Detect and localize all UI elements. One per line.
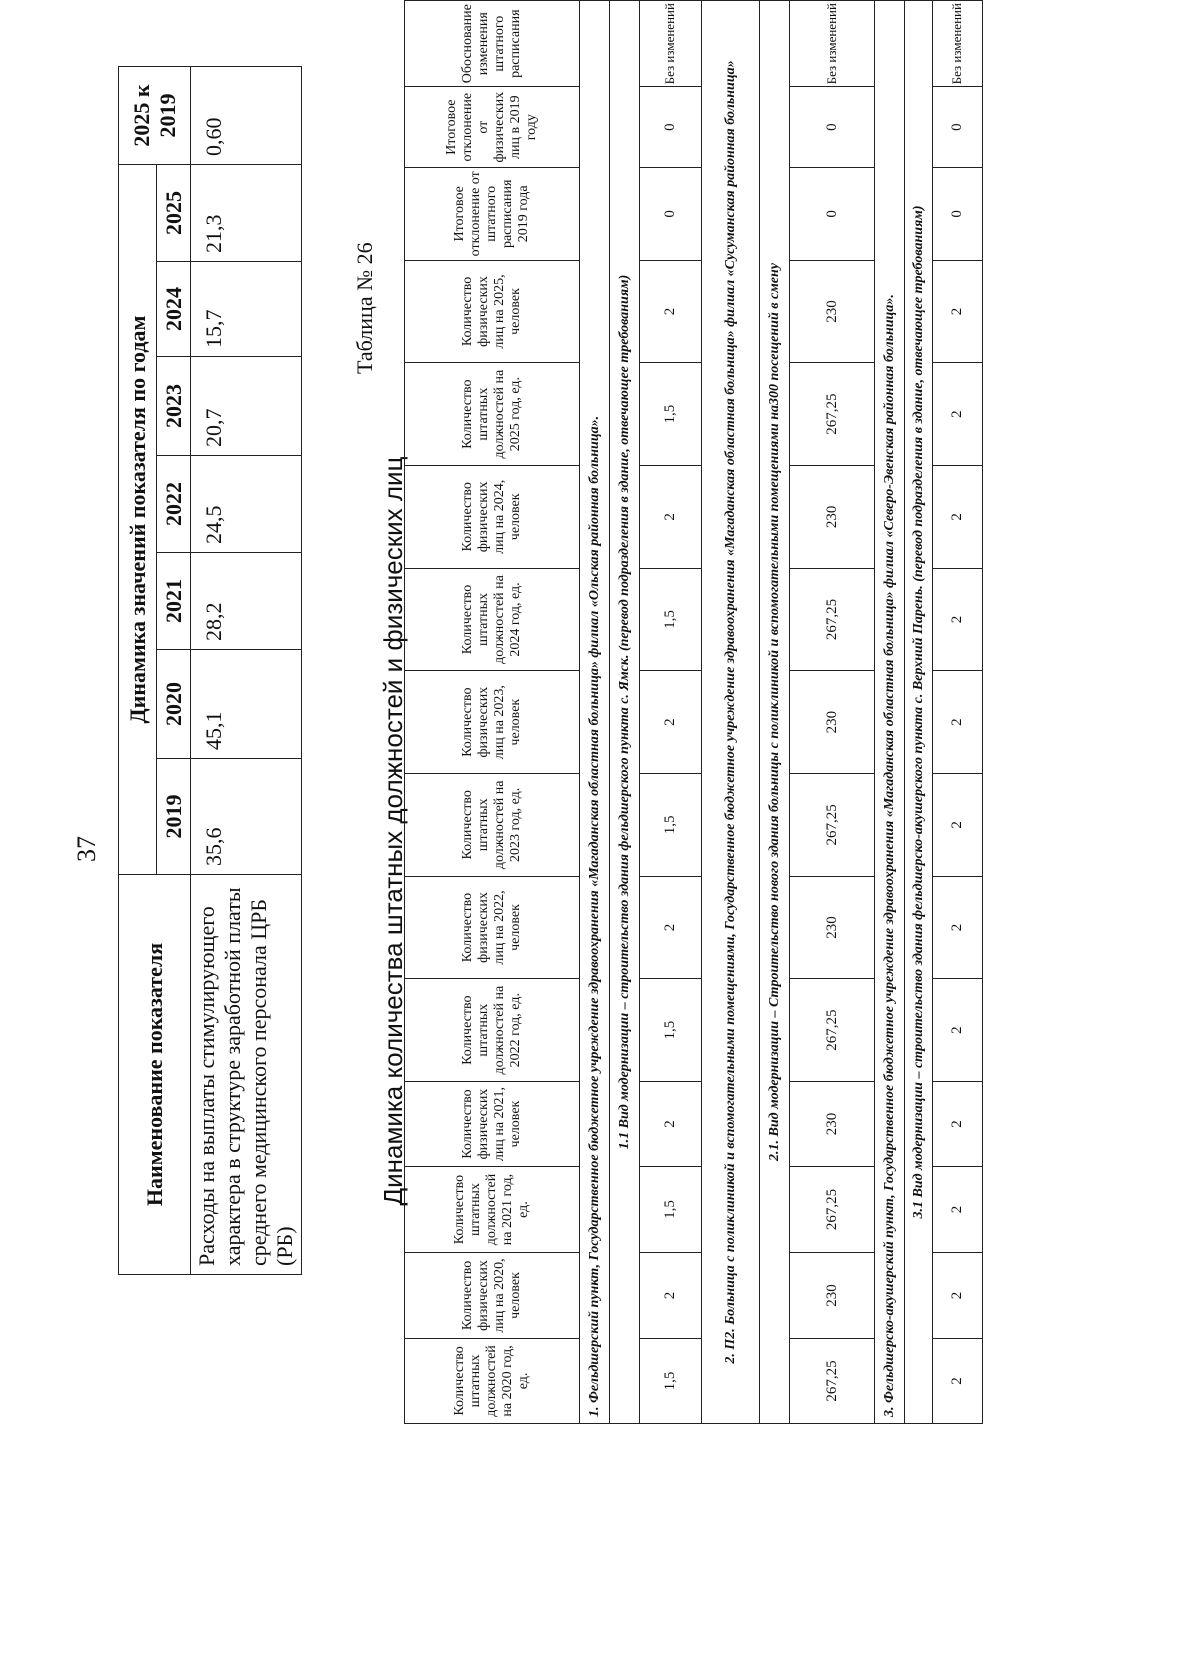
staffing-table — [404, 0, 983, 1424]
value-cell: 267,25 — [790, 1338, 875, 1423]
value-cell: 230 — [790, 671, 875, 774]
header-year: 2019 — [157, 759, 191, 875]
value-cell: 267,25 — [790, 1167, 875, 1253]
section-row — [580, 1, 610, 1424]
value-cell: 0 — [790, 167, 875, 260]
column-header: Количество штатных должностей на 2020 год, ед. — [405, 1338, 580, 1423]
value-cell: 24,5 — [191, 456, 302, 553]
value-cell: 0 — [640, 167, 702, 260]
section-row — [702, 1, 760, 1424]
value-cell: 267,25 — [790, 979, 875, 1082]
value-cell: 20,7 — [191, 357, 302, 456]
value-cell: 2 — [640, 1253, 702, 1339]
header-indicator-name: Наименование показателя — [119, 875, 191, 1275]
value-cell: 0 — [933, 167, 983, 260]
column-header: Количество физических лиц на 2021, человек — [405, 1082, 580, 1167]
subsection-title: 1.1 Вид модернизации – строительство здания фельдшерского пункта с. Ямск. (перевод подразделения в здание, отвечающее требованиям) — [610, 1, 640, 1424]
value-cell: 230 — [790, 260, 875, 363]
value-cell: 2 — [933, 260, 983, 363]
value-cell: 2 — [640, 466, 702, 569]
value-cell: 15,7 — [191, 262, 302, 357]
table-row — [640, 1, 702, 1424]
value-cell: 2 — [933, 1253, 983, 1339]
table-title: Динамика количества штатных должностей и физических лиц — [378, 456, 408, 1206]
column-header: Обоснование изменения штатного расписания — [405, 1, 580, 87]
header-year: 2022 — [157, 456, 191, 553]
value-cell: 1,5 — [640, 568, 702, 671]
subsection-row — [905, 1, 933, 1424]
subsection-title: 2.1. Вид модернизации – Строительство нового здания больницы с поликлиникой и вспомогательными помещениями на300 посещений в смену — [760, 1, 790, 1424]
value-cell: 267,25 — [790, 363, 875, 466]
value-cell: 1,5 — [640, 363, 702, 466]
justification-cell: Без изменений — [933, 1, 983, 87]
value-cell: 2 — [933, 1082, 983, 1167]
column-header: Количество штатных должностей на 2023 год, ед. — [405, 773, 580, 876]
column-header: Количество штатных должностей на 2022 год, ед. — [405, 979, 580, 1082]
value-cell: 2 — [933, 1338, 983, 1423]
justification-cell: Без изменений — [640, 1, 702, 87]
value-cell: 267,25 — [790, 568, 875, 671]
value-cell: 2 — [640, 876, 702, 979]
column-header: Количество физических лиц на 2025, человек — [405, 260, 580, 363]
value-cell: 230 — [790, 466, 875, 569]
subsection-row — [760, 1, 790, 1424]
column-header: Количество штатных должностей на 2021 год, ед. — [405, 1167, 580, 1253]
value-cell: 0 — [640, 87, 702, 168]
value-cell: 0,60 — [191, 67, 302, 165]
header-year: 2023 — [157, 357, 191, 456]
header-year: 2024 — [157, 262, 191, 357]
value-cell: 2 — [933, 466, 983, 569]
header-year: 2020 — [157, 650, 191, 759]
column-header: Количество штатных должностей на 2024 год, ед. — [405, 568, 580, 671]
table-row — [790, 1, 875, 1424]
section-row — [875, 1, 905, 1424]
value-cell: 2 — [640, 260, 702, 363]
value-cell: 230 — [790, 1082, 875, 1167]
value-cell: 0 — [933, 87, 983, 168]
column-header: Количество физических лиц на 2024, человек — [405, 466, 580, 569]
value-cell: 28,2 — [191, 553, 302, 650]
column-header: Количество штатных должностей на 2025 год, ед. — [405, 363, 580, 466]
section-title: 3. Фельдшерско-акушерский пункт, Государственное бюджетное учреждение здравоохранения «Магаданская областная больница» филиал «Северо-Эвенская районная больница». — [875, 1, 905, 1424]
value-cell: 0 — [790, 87, 875, 168]
value-cell: 45,1 — [191, 650, 302, 759]
value-cell: 267,25 — [790, 773, 875, 876]
header-dynamics: Динамика значений показателя по годам — [119, 165, 157, 875]
subsection-title: 3.1 Вид модернизации – строительство здания фельдшерско-акушерского пункта с. Верхний Парень. (перевод подразделения в здание, отвечающее требованиям) — [905, 1, 933, 1424]
column-header: Количество физических лиц на 2023, человек — [405, 671, 580, 774]
header-year: 2025 — [157, 165, 191, 262]
value-cell: 2 — [933, 671, 983, 774]
value-cell: 1,5 — [640, 1338, 702, 1423]
value-cell: 21,3 — [191, 165, 302, 262]
column-header: Итоговое отклонение от штатного расписания 2019 года — [405, 167, 580, 260]
value-cell: 2 — [640, 1082, 702, 1167]
subsection-row — [610, 1, 640, 1424]
value-cell: 1,5 — [640, 979, 702, 1082]
column-header: Количество физических лиц на 2020, человек — [405, 1253, 580, 1339]
value-cell: 2 — [933, 773, 983, 876]
indicator-name: Расходы на выплаты стимулирующего характера в структуре заработной платы среднего медицинского персонала ЦРБ (РБ) — [191, 875, 302, 1275]
table-number: Таблица № 26 — [352, 242, 377, 374]
value-cell: 2 — [933, 979, 983, 1082]
value-cell: 230 — [790, 1253, 875, 1339]
value-cell: 2 — [933, 876, 983, 979]
value-cell: 230 — [790, 876, 875, 979]
value-cell: 2 — [933, 568, 983, 671]
table-row — [933, 1, 983, 1424]
value-cell: 2 — [933, 363, 983, 466]
value-cell: 35,6 — [191, 759, 302, 875]
section-title: 1. Фельдшерский пункт, Государственное бюджетное учреждение здравоохранения «Магаданская областная больница» филиал «Ольская районная больница». — [580, 1, 610, 1424]
section-title: 2. П2. Больница с поликлиникой и вспомогательными помещениями, Государственное бюджетное учреждение здравоохранения «Магаданская областная больница» филиал «Сусуманская районная больница» — [702, 1, 760, 1424]
header-year: 2021 — [157, 553, 191, 650]
value-cell: 1,5 — [640, 773, 702, 876]
header-ratio: 2025 к 2019 — [119, 67, 191, 165]
column-header: Количество физических лиц на 2022, человек — [405, 876, 580, 979]
justification-cell: Без изменений — [790, 1, 875, 87]
table-row — [191, 67, 302, 1275]
value-cell: 2 — [640, 671, 702, 774]
column-header: Итоговое отклонение от физических лиц в 2019 году — [405, 87, 580, 168]
value-cell: 1,5 — [640, 1167, 702, 1253]
page-number: 37 — [72, 836, 101, 862]
indicator-table — [118, 66, 302, 1275]
value-cell: 2 — [933, 1167, 983, 1253]
